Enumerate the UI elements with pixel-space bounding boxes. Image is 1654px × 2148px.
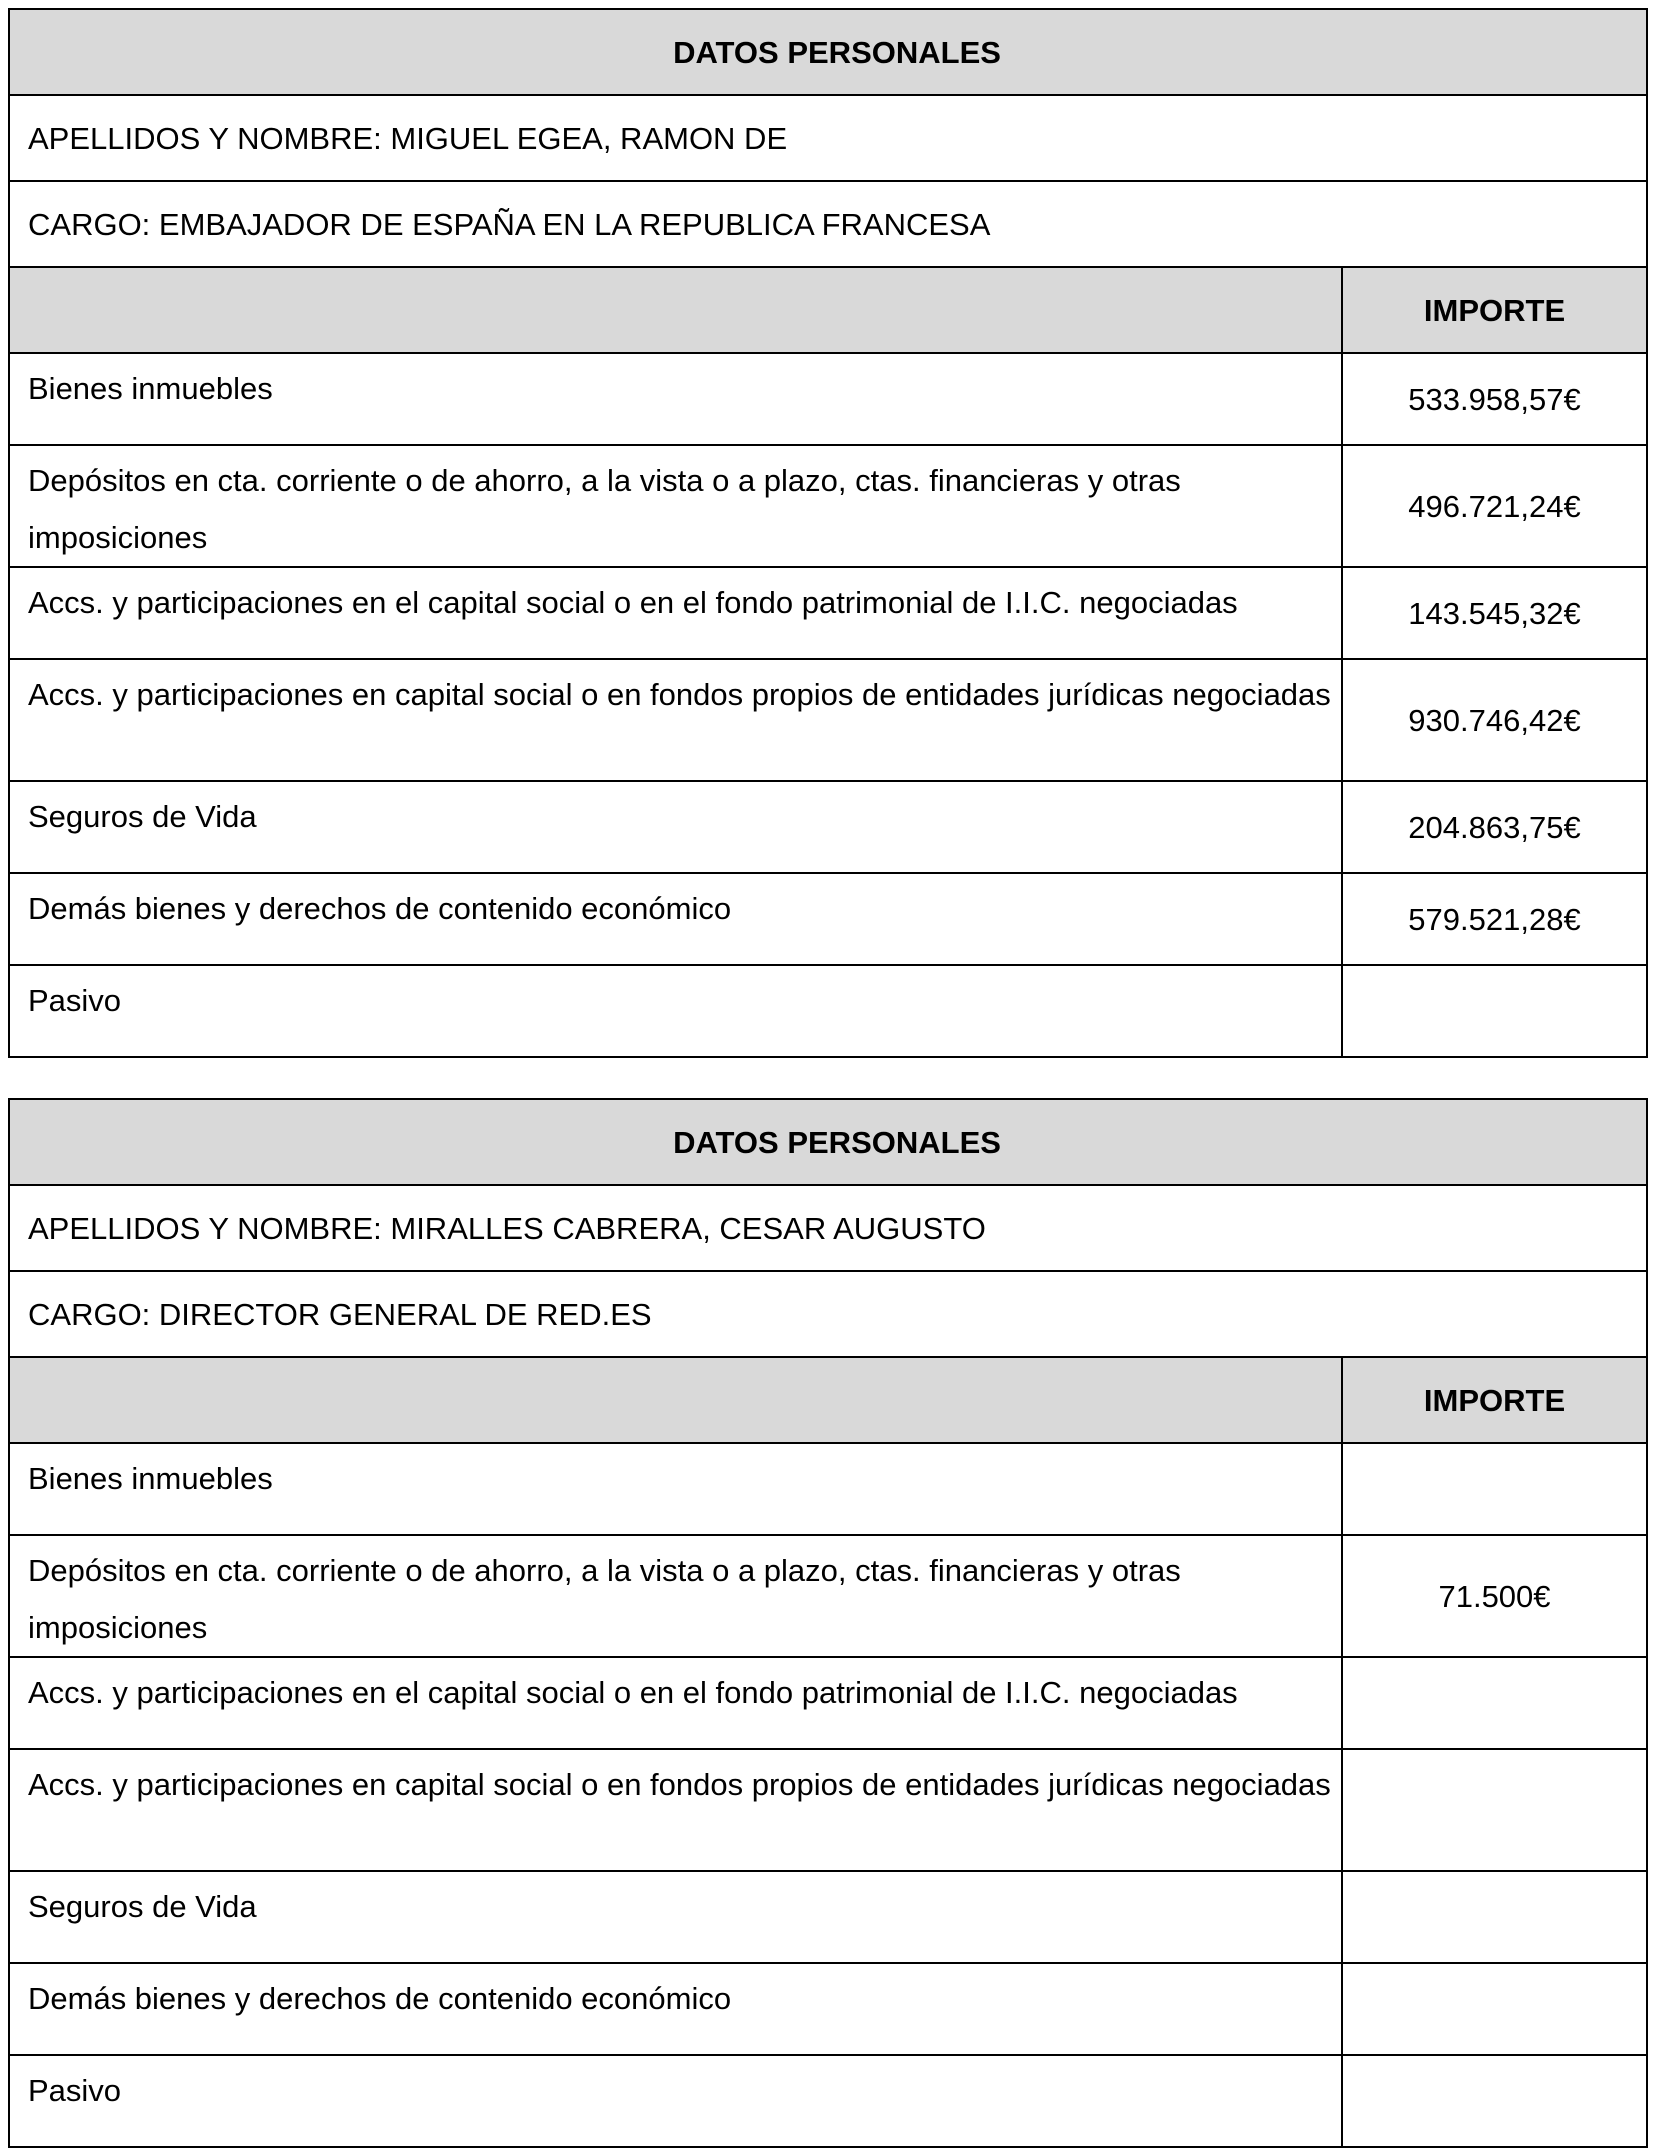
position-line: CARGO: EMBAJADOR DE ESPAÑA EN LA REPUBLICA FRANCESA [9,181,1647,267]
concept-cell: Demás bienes y derechos de contenido económico [9,1963,1342,2055]
concept-cell: Bienes inmuebles [9,1443,1342,1535]
table-row [9,1871,1647,1963]
concept-cell: Seguros de Vida [9,1871,1342,1963]
table-row [9,1443,1647,1535]
amount-cell [1342,1871,1647,1963]
table-row [9,659,1647,781]
amount-cell: 579.521,28€ [1342,873,1647,965]
position-line: CARGO: DIRECTOR GENERAL DE RED.ES [9,1271,1647,1357]
table-row [9,1749,1647,1871]
table-row [9,781,1647,873]
table-row [9,353,1647,445]
concept-cell: Demás bienes y derechos de contenido económico [9,873,1342,965]
amount-header: IMPORTE [1342,267,1647,353]
table-row [9,1963,1647,2055]
amount-cell [1342,1749,1647,1871]
section-title: DATOS PERSONALES [9,1099,1647,1185]
concept-header-cell [9,1357,1342,1443]
declaration-table [8,1098,1648,2148]
concept-cell: Pasivo [9,965,1342,1057]
concept-cell: Seguros de Vida [9,781,1342,873]
amount-cell [1342,2055,1647,2147]
concept-cell: Accs. y participaciones en el capital social o en el fondo patrimonial de I.I.C. negociadas [9,1657,1342,1749]
concept-cell: Accs. y participaciones en el capital social o en el fondo patrimonial de I.I.C. negociadas [9,567,1342,659]
amount-header: IMPORTE [1342,1357,1647,1443]
name-line: APELLIDOS Y NOMBRE: MIGUEL EGEA, RAMON DE [9,95,1647,181]
concept-header-cell [9,267,1342,353]
concept-cell: Depósitos en cta. corriente o de ahorro, a la vista o a plazo, ctas. financieras y otras imposiciones [9,1535,1342,1657]
amount-cell: 930.746,42€ [1342,659,1647,781]
concept-cell: Bienes inmuebles [9,353,1342,445]
table-row [9,567,1647,659]
table-row [9,1657,1647,1749]
amount-cell [1342,1443,1647,1535]
document [8,8,1646,2148]
table-row [9,965,1647,1057]
amount-cell: 143.545,32€ [1342,567,1647,659]
amount-cell: 496.721,24€ [1342,445,1647,567]
declaration-table [8,8,1648,1058]
amount-cell [1342,965,1647,1057]
section-title: DATOS PERSONALES [9,9,1647,95]
name-line: APELLIDOS Y NOMBRE: MIRALLES CABRERA, CESAR AUGUSTO [9,1185,1647,1271]
amount-cell [1342,1963,1647,2055]
table-row [9,873,1647,965]
amount-cell: 204.863,75€ [1342,781,1647,873]
concept-cell: Accs. y participaciones en capital social o en fondos propios de entidades jurídicas negociadas [9,1749,1342,1871]
amount-cell: 533.958,57€ [1342,353,1647,445]
concept-cell: Pasivo [9,2055,1342,2147]
concept-cell: Depósitos en cta. corriente o de ahorro, a la vista o a plazo, ctas. financieras y otras imposiciones [9,445,1342,567]
table-row [9,2055,1647,2147]
table-row [9,1535,1647,1657]
concept-cell: Accs. y participaciones en capital social o en fondos propios de entidades jurídicas negociadas [9,659,1342,781]
amount-cell: 71.500€ [1342,1535,1647,1657]
table-row [9,445,1647,567]
amount-cell [1342,1657,1647,1749]
